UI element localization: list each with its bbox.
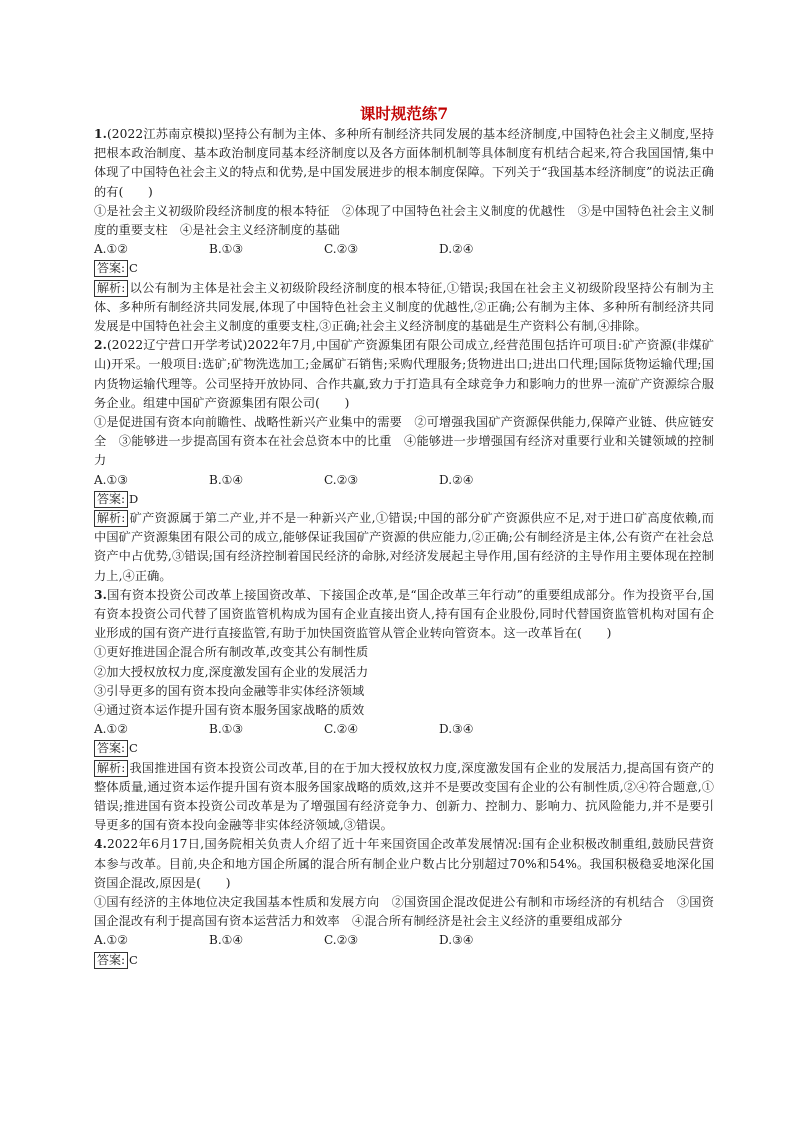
question-number: 2. [94, 338, 107, 353]
stem-text: 国有资本投资公司改革上接国资改革、下接国企改革,是“国企改革三年行动”的重要组成部分。作为投资平台,国有资本投资公司代替了国资监管机构成为国有企业直接出资人,持有国有企业股份,同时代替国资监管机构对国有企业形成的国有资产进行直接监管,有助于加快国资监管从管企业转向管资本。这一改革旨在( ) [94, 587, 714, 641]
option-b[interactable]: B.①③ [209, 722, 244, 737]
question-4 [94, 835, 714, 969]
exercise-page [94, 104, 714, 970]
analysis-tag: 解析: [94, 760, 128, 777]
question-stem [94, 586, 714, 644]
question-3 [94, 586, 714, 836]
analysis-text: 我国推进国有资本投资公司改革,目的在于加大授权放权力度,深度激发国有企业的发展活力,提高国有资产的整体质量,通过资本运作提升国有资本服务国家战略的质效,这并不是要改变国有企业的公有制性质,②④符合题意,①错误;推进国有资本投资公司改革是为了增强国有经济竞争力、创新力、控制力、影响力、抗风险能力,并不是要引导更多的国有资本投向金融等非实体经济领域,③错误。 [94, 760, 714, 833]
stem-text: (2022江苏南京模拟)坚持公有制为主体、多种所有制经济共同发展的基本经济制度,中国特色社会主义制度,坚持把根本政治制度、基本政治制度同基本经济制度以及各方面体制机制等具体制度有机结合起来,符合我国国情,集中体现了中国特色社会主义的特点和优势,是中国发展进步的根本制度保障。下列关于“我国基本经济制度”的说法正确的有( ) [94, 127, 714, 199]
option-d[interactable]: D.②④ [439, 242, 474, 257]
answer-tag: 答案: [94, 491, 128, 508]
option-c[interactable]: C.②④ [324, 722, 359, 737]
option-c[interactable]: C.②③ [324, 242, 359, 257]
question-stem [94, 835, 714, 893]
option-row [94, 471, 714, 490]
analysis-text: 矿产资源属于第二产业,并不是一种新兴产业,①错误;中国的部分矿产资源供应不足,对于进口矿高度依赖,而中国矿产资源集团有限公司的成立,能够保证我国矿产资源的供应能力,②正确;公有制经济是主体,公有资产在社会总资产中占优势,③错误;国有经济控制着国民经济的命脉,对经济发展起主导作用,国有经济的主导作用主要体现在控制力上,④正确。 [94, 511, 714, 583]
option-row [94, 240, 714, 259]
answer-line [94, 951, 714, 970]
analysis [94, 509, 714, 586]
option-b[interactable]: B.①③ [209, 242, 244, 257]
statement-item-3: ③引导更多的国有资本投向金融等非实体经济领域 [94, 683, 365, 698]
stem-text: 2022年6月17日,国务院相关负责人介绍了近十年来国资国企改革发展情况:国有企业积极改制重组,鼓励民营资本参与改革。目前,央企和地方国企所属的混合所有制企业户数占比分别超过70%和54%。我国积极稳妥地深化国资国企混改,原因是( ) [94, 837, 714, 890]
analysis [94, 759, 714, 836]
statement-item-2: ②加大授权放权力度,深度激发国有企业的发展活力 [94, 664, 369, 679]
question-2 [94, 336, 714, 586]
answer-value: C [129, 741, 138, 756]
question-1 [94, 125, 714, 336]
answer-line [94, 490, 714, 509]
option-d[interactable]: D.③④ [439, 722, 474, 737]
option-row [94, 931, 714, 950]
question-number: 1. [94, 127, 107, 141]
option-b[interactable]: B.①④ [209, 472, 244, 487]
question-stem [94, 336, 714, 413]
statement-item-1: ①更好推进国企混合所有制改革,改变其公有制性质 [94, 645, 369, 660]
option-a[interactable]: A.①② [94, 722, 128, 737]
question-stem [94, 125, 714, 202]
option-d[interactable]: D.③④ [439, 933, 474, 948]
answer-tag: 答案: [94, 260, 128, 277]
answer-tag: 答案: [94, 740, 128, 757]
answer-value: C [129, 952, 138, 967]
option-c[interactable]: C.②③ [324, 933, 359, 948]
option-c[interactable]: C.②③ [324, 472, 359, 487]
option-a[interactable]: A.①③ [94, 472, 128, 487]
option-row [94, 720, 714, 739]
analysis [94, 279, 714, 337]
analysis-tag: 解析: [94, 510, 128, 527]
statement-items: ①是促进国有资本向前瞻性、战略性新兴产业集中的需要 ②可增强我国矿产资源保供能力,保障产业链、供应链安全 ③能够进一步提高国有资本在社会总资本中的比重 ④能够进一步增强国有经济对重要行业和关键领域的控制力 [94, 415, 714, 468]
answer-value: D [129, 491, 139, 506]
statement-items: ①国有经济的主体地位决定我国基本性质和发展方向 ②国资国企混改促进公有制和市场经济的有机结合 ③国资国企混改有利于提高国有资本运营活力和效率 ④混合所有制经济是社会主义经济的重要组成部分 [94, 895, 714, 929]
analysis-text: 以公有制为主体是社会主义初级阶段经济制度的根本特征,①错误;我国在社会主义初级阶段坚持公有制为主体、多种所有制经济共同发展,体现了中国特色社会主义制度的优越性,②正确;公有制为主体、多种所有制经济共同发展是中国特色社会主义制度的重要支柱,③正确;社会主义经济制度的基础是生产资料公有制,④排除。 [94, 280, 714, 333]
option-a[interactable]: A.①② [94, 933, 128, 948]
statement-items: ①是社会主义初级阶段经济制度的根本特征 ②体现了中国特色社会主义制度的优越性 ③是中国特色社会主义制度的重要支柱 ④是社会主义经济制度的基础 [94, 203, 714, 238]
option-b[interactable]: B.①④ [209, 933, 244, 948]
answer-tag: 答案: [94, 952, 128, 969]
question-number: 4. [94, 837, 107, 852]
analysis-tag: 解析: [94, 280, 128, 297]
option-a[interactable]: A.①② [94, 242, 128, 257]
answer-value: C [129, 261, 138, 276]
page-title: 课时规范练7 [359, 104, 449, 123]
stem-text: (2022辽宁营口开学考试)2022年7月,中国矿产资源集团有限公司成立,经营范围包括许可项目:矿产资源(非煤矿山)开采。一般项目:选矿;矿物洗选加工;金属矿石销售;采购代理服务;货物进出口;进出口代理;国际货物运输代理;国内货物运输代理等。公司坚持开放协同、合作共赢,致力于打造具有全球竞争力和影响力的世界一流矿产资源综合服务企业。组建中国矿产资源集团有限公司( ) [94, 338, 714, 410]
answer-line [94, 739, 714, 758]
option-d[interactable]: D.②④ [439, 472, 474, 487]
question-number: 3. [94, 587, 107, 602]
statement-item-4: ④通过资本运作提升国有资本服务国家战略的质效 [94, 703, 365, 718]
answer-line [94, 259, 714, 278]
